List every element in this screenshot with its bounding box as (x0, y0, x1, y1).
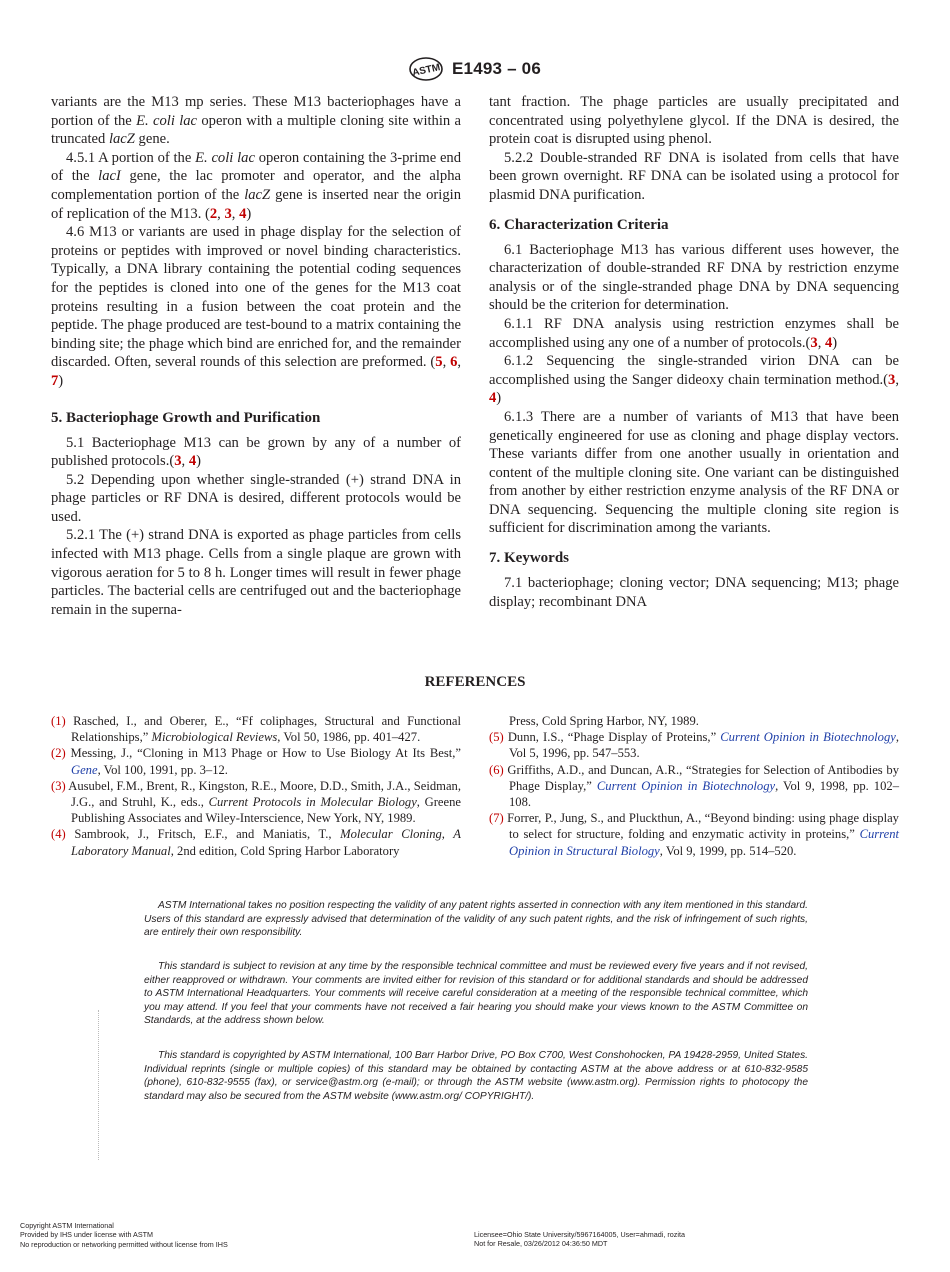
journal-link[interactable]: Gene (71, 762, 98, 777)
ref-link[interactable]: 4 (824, 334, 833, 351)
ref-link[interactable]: 5 (435, 354, 443, 371)
footer-left (20, 1221, 228, 1249)
ref-number[interactable]: 5 (493, 730, 500, 745)
ref-number[interactable]: 4 (55, 827, 62, 842)
ref-link[interactable]: 7 (51, 372, 59, 389)
footer-right (474, 1230, 685, 1249)
ref-number[interactable]: 7 (493, 811, 500, 826)
footer-license: No reproduction or networking permitted without license from IHS (20, 1239, 228, 1249)
standard-designation: E1493 – 06 (452, 59, 541, 78)
ref-link[interactable]: 4 (188, 453, 197, 470)
patent-notice-text: ASTM International takes no position respecting the validity of any patent rights asserted in connection with any item mentioned in this standard. Users of this standard are expressly advised that determination of the validity of any such patent rights, and the risk of infringement of such rights, are entirely their own responsibility. (144, 900, 808, 939)
paragraph-5-2-2: 5.2.2 Double-stranded RF DNA is isolated from cells that have been grown overnight. RF DNA can be isolated using a protocol for plasmid DNA purification. (489, 149, 899, 203)
paragraph-6-1-2: 6.1.2 Sequencing the single-stranded virion DNA can be accomplished using the Sanger dideoxy chain termination method.(3, 4) (489, 353, 899, 407)
journal-link[interactable]: Current Opinion in Biotechnology (596, 778, 776, 793)
reference-item: (2) Messing, J., “Cloning in M13 Phage or How to Use Biology At Its Best,” Gene, Vol 100, 1991, pp. 3–12. (51, 746, 461, 777)
journal-link[interactable]: Current Opinion in Biotechnology (720, 730, 896, 745)
section-heading-6: 6. Characterization Criteria (489, 216, 669, 233)
paragraph-4-5-1: 4.5.1 A portion of the E. coli lac operon containing the 3-prime end of the lacI gene, the lac promoter and operator, and the alpha complementation portion of the lacZ gene is inserted near the origin of replication of the M13. (2, 3, 4) (51, 149, 462, 222)
patent-notice (144, 899, 808, 940)
paragraph-5-2-1: 5.2.1 The (+) strand DNA is exported as phage particles from cells infected with M13 phage. Cells from a single plaque are grown with vigorous aeration for 5 to 8 h. Longer times will result in fewer phage particles. The bacterial cells are centrifuged out and the bacteriophage remain in the superna- (51, 527, 461, 618)
revision-notice (144, 960, 808, 1028)
copyright-notice (144, 1049, 808, 1103)
footer-provider: Provided by IHS under license with ASTM (20, 1230, 154, 1240)
svg-text:ASTM: ASTM (411, 62, 442, 79)
paragraph-tant-fraction: tant fraction. The phage particles are usually precipitated and concentrated using polyethylene glycol. If the DNA is desired, the protein coat is disrupted using phenol. (489, 94, 899, 148)
ref-link[interactable]: 3 (174, 453, 182, 470)
margin-dotted-line (98, 1010, 100, 1160)
footer-copyright: Copyright ASTM International (20, 1221, 114, 1230)
ref-number[interactable]: 6 (493, 762, 500, 777)
left-column (51, 93, 461, 619)
reference-item: (6) Griffiths, A.D., and Duncan, A.R., “Strategies for Selection of Antibodies by Phage Display,” Current Opinion in Biotechnology, Vol 9, 1998, pp. 102–108. (489, 762, 899, 810)
ref-link[interactable]: 3 (810, 334, 818, 351)
footer-resale: Not for Resale, 03/26/2012 04:36:50 MDT (474, 1239, 608, 1249)
reference-item: (5) Dunn, I.S., “Phage Display of Proteins,” Current Opinion in Biotechnology, Vol 5, 1996, pp. 547–553. (489, 730, 899, 761)
footer-licensee: Licensee=Ohio State University/5967164005, User=ahmadi, rozita (474, 1230, 685, 1239)
reference-item: (3) Ausubel, F.M., Brent, R., Kingston, R.E., Moore, D.D., Smith, J.A., Seidman, J.G., and Struhl, K., eds., Current Protocols in Molecular Biology, Greene Publishing Associates and Wiley-Interscience, New York, NY, 1989. (51, 778, 461, 826)
ref-link[interactable]: 4 (239, 205, 247, 222)
references-right (489, 713, 899, 859)
references-title: REFERENCES (424, 674, 526, 690)
copyright-notice-text: This standard is copyrighted by ASTM International, 100 Barr Harbor Drive, PO Box C700, West Conshohocken, PA 19428-2959, United States. Individual reprints (single or multiple copies) of this standard may be obtained by contacting ASTM at the above address or at 610-832-9585 (phone), 610-832-9555 (fax), or service@astm.org (e-mail); or through the ASTM website (www.astm.org). Permission rights to photocopy the standard may also be secured from the ASTM website (www.astm.org/ COPYRIGHT/). (144, 1050, 808, 1102)
page-header (0, 56, 950, 84)
right-column (489, 93, 899, 611)
reference-item: (1) Rasched, I., and Oberer, E., “Ff coliphages, Structural and Functional Relationships,” Microbiological Reviews, Vol 50, 1986, pp. 401–427. (51, 714, 461, 745)
reference-continuation: Press, Cold Spring Harbor, NY, 1989. (509, 714, 699, 728)
section-heading-5: 5. Bacteriophage Growth and Purification (51, 409, 321, 426)
paragraph-4-6: 4.6 M13 or variants are used in phage display for the selection of proteins or peptides with improved or novel binding characteristics. Typically, a DNA library containing the potential coding sequences for the peptides is cloned into one of the genes for the M13 coat proteins resulting in a fusion between the coat protein and the peptide. The phage produced are test-bound to a matrix containing the binding site; the phage which bind are enriched for, and the remainder discarded. Often, several rounds of this selection are preformed. (5, 6, 7) (51, 224, 462, 389)
paragraph-variants: variants are the M13 mp series. These M13 bacteriophages have a portion of the E. coli lac operon with a multiple cloning site within a truncated lacZ gene. (51, 94, 461, 148)
ref-link[interactable]: 6 (450, 354, 458, 371)
references-left (51, 713, 461, 859)
ref-link[interactable]: 3 (888, 371, 896, 388)
ref-number[interactable]: 3 (55, 778, 62, 793)
ref-number[interactable]: 1 (55, 714, 62, 728)
paragraph-5-2: 5.2 Depending upon whether single-stranded (+) strand DNA in phage particles or RF DNA is desired, different protocols would be used. (51, 471, 461, 525)
ref-number[interactable]: 2 (55, 746, 62, 761)
paragraph-6-1: 6.1 Bacteriophage M13 has various different uses however, the characterization of double-stranded RF DNA by restriction enzyme analysis or of the single-stranded phage DNA by DNA sequencing should be the criterion for determination. (489, 241, 899, 314)
ref-link[interactable]: 3 (224, 205, 232, 222)
section-heading-7: 7. Keywords (489, 550, 569, 567)
paragraph-6-1-3: 6.1.3 There are a number of variants of M13 that have been genetically engineered for use as cloning and phage display vectors. These variants differ from one another usually in orientation and content of the multiple cloning site. One variant can be distinguished from another by either restriction enzyme analysis of the RF DNA or DNA sequencing. Sequencing the multiple cloning site region is sufficient for discrimination among the variants. (489, 408, 899, 537)
paragraph-7-1: 7.1 bacteriophage; cloning vector; DNA sequencing; M13; phage display; recombinant DNA (489, 575, 899, 610)
ref-link[interactable]: 4 (489, 390, 497, 407)
ref-link[interactable]: 2 (209, 205, 218, 222)
revision-notice-text: This standard is subject to revision at any time by the responsible technical committee and must be reviewed every five years and if not revised, either reapproved or withdrawn. Your comments are invited either for revision of this standard or for additional standards and should be addressed to ASTM International Headquarters. Your comments will receive careful consideration at a meeting of the responsible technical committee, which you may attend. If you feel that your comments have not received a fair hearing you should make your views known to the ASTM Committee on Standards, at the address shown below. (144, 961, 808, 1027)
paragraph-5-1: 5.1 Bacteriophage M13 can be grown by any of a number of published protocols.(3, 4) (51, 434, 461, 470)
astm-logo-icon (408, 56, 444, 82)
reference-item: (7) Forrer, P., Jung, S., and Pluckthun, A., “Beyond binding: using phage display to select for structure, folding and enzymatic activity in proteins,” Current Opinion in Structural Biology, Vol 9, 1999, pp. 514–520. (489, 811, 899, 858)
journal-link[interactable]: Current Opinion in Structural Biology (509, 827, 899, 858)
reference-item: (4) Sambrook, J., Fritsch, E.F., and Maniatis, T., Molecular Cloning, A Laboratory Manual, 2nd edition, Cold Spring Harbor Laboratory (51, 827, 461, 858)
paragraph-6-1-1: 6.1.1 RF DNA analysis using restriction enzymes shall be accomplished using any one of a number of protocols.(3, 4) (489, 315, 899, 351)
